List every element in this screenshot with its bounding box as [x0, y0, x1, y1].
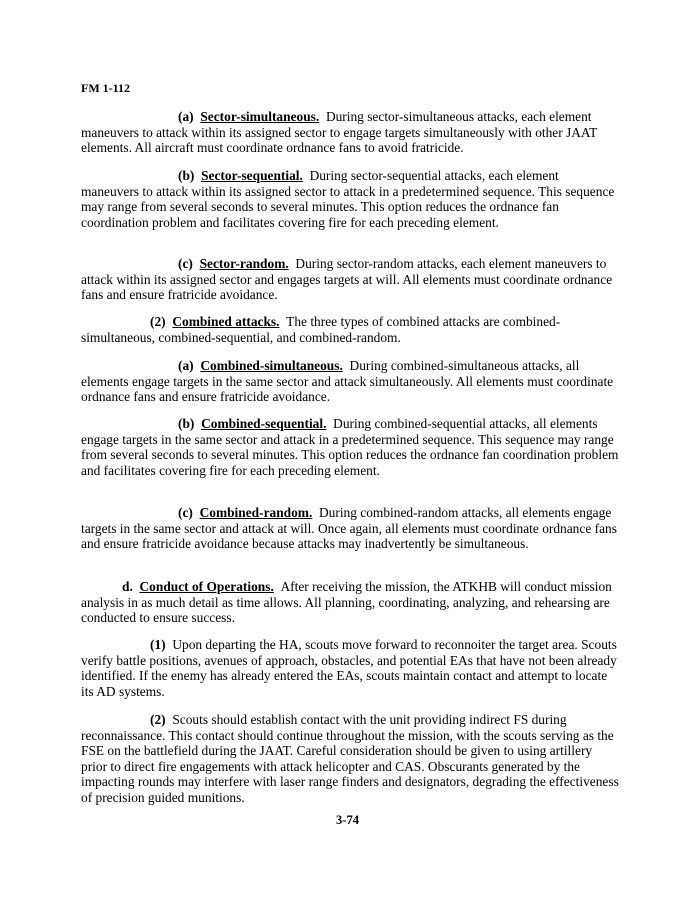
paragraph-scouts-contact [81, 712, 619, 806]
paragraph-body: Scouts should establish contact with the unit providing indirect FS during reconnaissance. This contact should continue throughout the mission, with the scouts serving as the FSE on the battlefield during the JAAT. Careful consideration should be given to using artillery prior to direct fire engagements with attack helicopter and CAS. Obscurants generated by the impacting rounds may interfere with laser range finders and designators, degrading the effectiveness of precision guided munitions. [81, 712, 619, 805]
paragraph-label: (2) [150, 314, 166, 329]
paragraph-body: During combined-simultaneous attacks, all elements engage targets in the same sector and attack simultaneously. All elements must coordinate ordnance fans and ensure fratricide avoidance. [81, 358, 614, 405]
paragraph-scouts-reconnoiter [81, 637, 619, 699]
paragraph-title: Combined-random. [199, 505, 313, 520]
paragraph-sector-simultaneous [81, 109, 619, 156]
paragraph-title: Combined-simultaneous. [200, 358, 343, 373]
paragraph-combined-simultaneous [81, 358, 619, 405]
paragraph-combined-sequential [81, 416, 619, 478]
paragraph-body: During sector-random attacks, each element maneuvers to attack within its assigned sector and engages targets at will. All elements must coordinate ordnance fans and ensure fratricide avoidance. [81, 256, 613, 303]
paragraph-sector-sequential [81, 168, 619, 230]
paragraph-body: During combined-sequential attacks, all elements engage targets in the same sector and attack in a predetermined sequence. This sequence may range from several seconds to several minutes. This option reduces the ordnance fan coordination problem and facilitates covering fire for each preceding element. [81, 416, 619, 478]
paragraph-title: Combined-sequential. [201, 416, 327, 431]
paragraph-body: During sector-simultaneous attacks, each element maneuvers to attack within its assigned sector to engage targets simultaneously with other JAAT elements. All aircraft must coordinate ordnance fans to avoid fratricide. [81, 109, 598, 156]
paragraph-title: Sector-random. [199, 256, 289, 271]
paragraph-conduct-of-operations [81, 579, 619, 626]
paragraph-title: Combined attacks. [172, 314, 280, 329]
paragraph-label: (c) [178, 505, 193, 520]
paragraph-label: (2) [150, 712, 166, 727]
page-number: 3-74 [336, 813, 359, 827]
paragraph-label: (1) [150, 637, 166, 652]
paragraph-title: Sector-simultaneous. [200, 109, 320, 124]
paragraph-body: During combined-random attacks, all elements engage targets in the same sector and attack at will. Once again, all elements must coordinate ordnance fans and ensure fratricide avoidance because attacks may inadvertently be simultaneous. [81, 505, 617, 552]
manual-id-header: FM 1-112 [81, 81, 130, 95]
paragraph-combined-attacks [81, 314, 619, 345]
paragraph-label: (a) [178, 358, 194, 373]
paragraph-label: (b) [178, 168, 195, 183]
paragraph-title: Conduct of Operations. [139, 579, 274, 594]
paragraph-title: Sector-sequential. [201, 168, 303, 183]
paragraph-body: The three types of combined attacks are combined-simultaneous, combined-sequential, and combined-random. [81, 314, 561, 345]
paragraph-sector-random [81, 256, 619, 303]
paragraph-label: (b) [178, 416, 195, 431]
paragraph-label: (c) [178, 256, 193, 271]
paragraph-combined-random [81, 505, 619, 552]
paragraph-body: During sector-sequential attacks, each element maneuvers to attack within its assigned sector to attack in a predetermined sequence. This sequence may range from several seconds to several minutes. This option reduces the ordnance fan coordination problem and facilitates covering fire for each preceding element. [81, 168, 615, 230]
paragraph-body: Upon departing the HA, scouts move forward to reconnoiter the target area. Scouts verify battle positions, avenues of approach, obstacles, and potential EAs that have not been already identified. If the enemy has already entered the EAs, scouts maintain contact and attempt to locate its AD systems. [81, 637, 617, 699]
paragraph-body: After receiving the mission, the ATKHB will conduct mission analysis in as much detail as time allows. All planning, coordinating, analyzing, and rehearsing are conducted to ensure success. [81, 579, 612, 626]
paragraph-label: (a) [178, 109, 194, 124]
paragraph-label: d. [122, 579, 133, 594]
